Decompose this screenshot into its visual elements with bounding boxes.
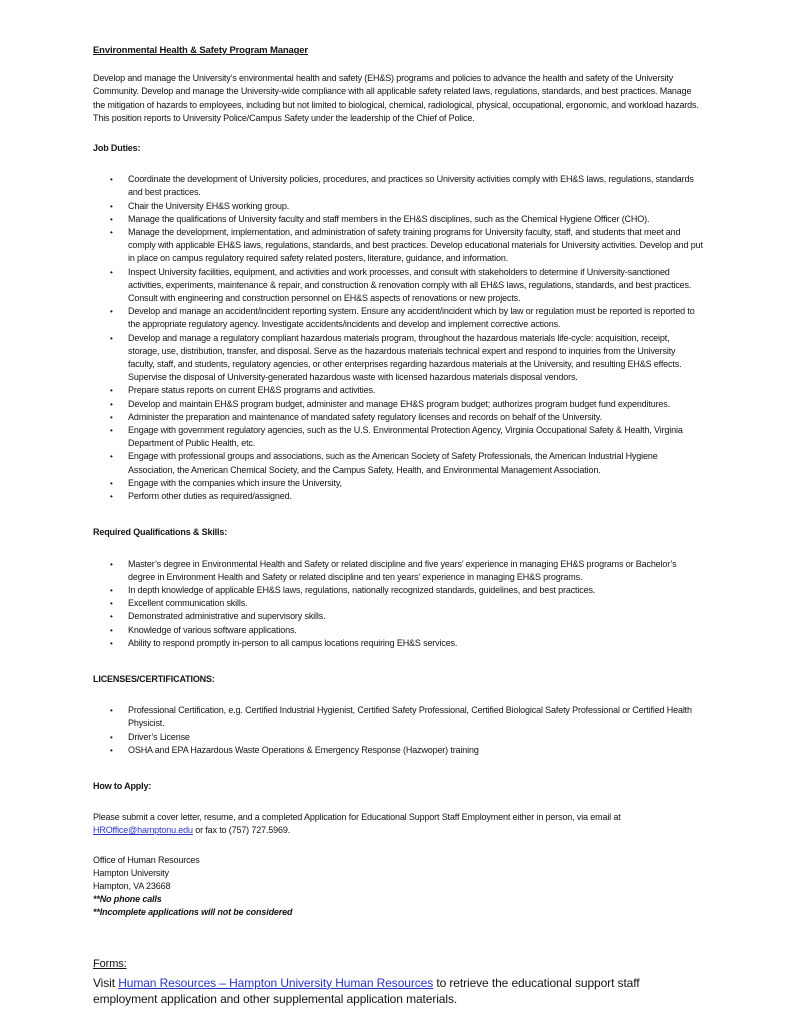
contact-address: Hampton, VA 23668 xyxy=(93,880,171,891)
list-item-text: Administer the preparation and maintenance of mandated safety regulatory licenses and records on behalf of the University. xyxy=(128,411,602,422)
hr-website-link[interactable]: Human Resources – Hampton University Human Resources xyxy=(118,975,434,990)
list-item xyxy=(128,398,703,411)
list-item xyxy=(128,411,703,424)
list-item-text: Master’s degree in Environmental Health and Safety or related discipline and five years’ experience in managing EH&S programs or Bachelor’s degree in Environment Health and Safety or related discipline and ten years’ experience in managing EH&S programs. xyxy=(128,558,677,582)
list-item xyxy=(128,490,703,503)
list-item xyxy=(128,305,703,331)
list-item-text: OSHA and EPA Hazardous Waste Operations & Emergency Response (Hazwoper) training xyxy=(128,744,479,755)
how-to-apply-paragraph xyxy=(93,811,703,837)
list-item-text: Develop and maintain EH&S program budget, administer and manage EH&S program budget; authorizes program budget fund expenditures. xyxy=(128,398,670,409)
contact-office: Office of Human Resources xyxy=(93,854,200,865)
contact-block xyxy=(93,854,703,920)
note-incomplete-applications: **Incomplete applications will not be considered xyxy=(93,907,293,918)
list-item xyxy=(128,450,703,476)
list-item-text: Develop and manage a regulatory compliant hazardous materials program, throughout the hazardous materials life-cycle: acquisition, receipt, storage, use, distribution, transfer, and disposal. Serve as the hazardous materials technical expert and respond to inquiries from the University faculty, staff, and students, regulatory agencies, or other enterprises regarding hazardous materials at the University, and resulting EH&S effects. Supervise the disposal of University-generated hazardous waste with licensed hazardous materials disposal vendors. xyxy=(128,332,682,383)
job-title: Environmental Health & Safety Program Manager xyxy=(93,45,308,56)
forms-heading: Forms: xyxy=(93,957,127,970)
intro-paragraph: Develop and manage the University’s environmental health and safety (EH&S) programs and policies to advance the health and safety of the University Community. Develop and manage the University-wide compliance with all applicable safety related laws, regulations, standards, and best practices. Manage the mitigation of hazards to employees, including but not limited to biological, chemical, radiological, physical, occupational, ergonomic, and workload hazards. This position reports to University Police/Campus Safety under the leadership of the Chief of Police. xyxy=(93,73,699,123)
licenses-list xyxy=(93,704,703,757)
list-item-text: Engage with the companies which insure the University, xyxy=(128,477,342,488)
note-no-phone-calls: **No phone calls xyxy=(93,894,162,905)
forms-paragraph xyxy=(93,975,703,1007)
list-item xyxy=(128,584,703,597)
list-item xyxy=(128,173,703,199)
list-item xyxy=(128,226,703,266)
list-item xyxy=(128,266,703,306)
list-item-text: Ability to respond promptly in-person to all campus locations requiring EH&S services. xyxy=(128,637,458,648)
list-item-text: Coordinate the development of University policies, procedures, and practices so University activities comply with EH&S laws, regulations, standards and best practices. xyxy=(128,174,694,198)
list-item-text: Knowledge of various software applications. xyxy=(128,624,297,635)
qualifications-list xyxy=(93,558,703,650)
list-item xyxy=(128,200,703,213)
list-item xyxy=(128,597,703,610)
section-heading-how-to-apply: How to Apply: xyxy=(93,780,152,791)
list-item-text: Chair the University EH&S working group. xyxy=(128,200,290,211)
forms-text-before: Visit xyxy=(93,975,119,990)
list-item xyxy=(128,637,703,650)
list-item xyxy=(128,610,703,623)
list-item-text: Professional Certification, e.g. Certified Industrial Hygienist, Certified Safety Professional, Certified Biological Safety Professional or Certified Health Physicist. xyxy=(128,705,692,729)
list-item-text: Driver’s License xyxy=(128,731,190,742)
section-heading-licenses: LICENSES/CERTIFICATIONS: xyxy=(93,673,215,684)
list-item-text: Manage the qualifications of University faculty and staff members in the EH&S disciplines, such as the Chemical Hygiene Officer (CHO). xyxy=(128,213,650,224)
apply-text-before: Please submit a cover letter, resume, and a completed Application for Educational Support Staff Employment either in person, via email at xyxy=(93,812,621,823)
forms-text-after: to retrieve the educational support staff employment application and other supplemental application materials. xyxy=(93,975,640,1006)
list-item-text: In depth knowledge of applicable EH&S laws, regulations, nationally recognized standards, guidelines, and best practices. xyxy=(128,584,596,595)
list-item-text: Prepare status reports on current EH&S programs and activities. xyxy=(128,385,376,396)
email-link[interactable]: HROffice@hamptonu.edu xyxy=(93,825,193,836)
list-item xyxy=(128,477,703,490)
list-item xyxy=(128,424,703,450)
list-item xyxy=(128,624,703,637)
contact-university: Hampton University xyxy=(93,867,169,878)
forms-section xyxy=(93,956,703,1007)
list-item-text: Demonstrated administrative and supervisory skills. xyxy=(128,611,326,622)
list-item-text: Inspect University facilities, equipment, and activities and work processes, and consult with stakeholders to determine if University-sanctioned activities, experiments, maintenance & repair, and construction & renovation comply with all EH&S laws, regulations, standards, and best practices. Consult with engineering and construction personnel on EH&S aspects of renovations or new projects. xyxy=(128,266,692,304)
list-item xyxy=(128,704,703,730)
list-item xyxy=(128,384,703,397)
list-item xyxy=(128,558,703,584)
list-item-text: Manage the development, implementation, and administration of safety training programs for University faculty, staff, and students that meet and comply with applicable EH&S laws, regulations, standards, and best practices. Develop educational materials for University activities. Develop and put in place on campus regulatory required safety related posters, literature, guidance, and information. xyxy=(128,227,703,264)
apply-text-after: or fax to (757) 727.5969. xyxy=(192,825,291,836)
list-item xyxy=(128,332,703,385)
list-item-text: Perform other duties as required/assigned. xyxy=(128,491,292,502)
list-item-text: Engage with government regulatory agencies, such as the U.S. Environmental Protection Agency, Virginia Occupational Safety & Health, Virginia Department of Public Health, etc. xyxy=(128,425,683,449)
job-duties-list xyxy=(93,173,703,503)
list-item xyxy=(128,731,703,744)
list-item-text: Excellent communication skills. xyxy=(128,598,248,609)
section-heading-qualifications: Required Qualifications & Skills: xyxy=(93,527,228,538)
list-item xyxy=(128,213,703,226)
list-item xyxy=(128,744,703,757)
section-heading-job-duties: Job Duties: xyxy=(93,143,141,154)
list-item-text: Engage with professional groups and associations, such as the American Society of Safety Professionals, the American Industrial Hygiene Association, the American Chemical Society, and the Campus Safety, Health, and Environmental Management Association. xyxy=(128,451,658,475)
list-item-text: Develop and manage an accident/incident reporting system. Ensure any accident/incident which by law or regulation must be reported is reported to the appropriate regulatory agency. Investigate accidents/incidents and develop and implement corrective actions. xyxy=(128,306,695,330)
